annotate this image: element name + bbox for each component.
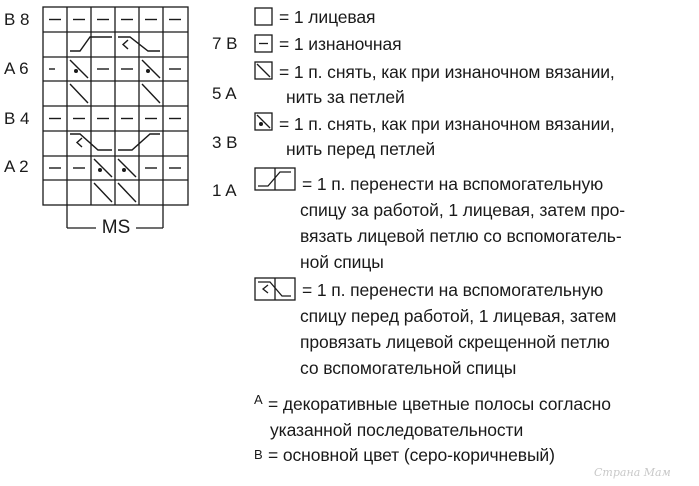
legend-slip-back-text-1: = 1 п. снять, как при изнаночном вязании, (279, 62, 615, 82)
legend-cross-right-text-4: ной спицы (300, 252, 384, 272)
row-label-2: A 2 (4, 157, 29, 176)
legend-a-text-1: = декоративные цветные полосы согласно (268, 394, 611, 414)
legend-slip-front-text-1: = 1 п. снять, как при изнаночном вязании, (279, 114, 615, 134)
watermark: Страна Мам (594, 466, 671, 479)
legend-cross-right-text-3: вязать лицевой петлю со вспомогатель- (300, 226, 622, 246)
legend-a-key: A (254, 392, 263, 407)
legend-cross-left-text-3: провязать лицевой скрещенной петлю (300, 332, 610, 352)
legend-knit-text: = 1 лицевая (279, 7, 376, 27)
legend-cross-left-text-1: = 1 п. перенести на вспомогательную (302, 280, 604, 300)
cross-left-mark (123, 40, 128, 49)
row-label-7: 7 B (212, 34, 238, 53)
row-label-5: 5 A (212, 84, 237, 103)
legend-knit-symbol (255, 8, 272, 25)
cross-left-mark (77, 138, 82, 147)
row-label-6: A 6 (4, 59, 29, 78)
row-label-3: 3 B (212, 133, 238, 152)
legend-cross-left-text-2: спицу перед работой, 1 лицевая, затем (300, 306, 617, 326)
legend-slip-front-dot (259, 122, 263, 126)
legend-purl-text: = 1 изнаночная (279, 34, 402, 54)
legend-b-text-1: = основной цвет (серо-коричневый) (268, 445, 555, 465)
legend-b-key: B (254, 447, 263, 462)
row-label-8: B 8 (4, 10, 30, 29)
legend-cross-right-text-1: = 1 п. перенести на вспомогательную (302, 174, 604, 194)
row-label-4: B 4 (4, 109, 30, 128)
ms-label: MS (101, 217, 131, 238)
legend-slip-back-text-2: нить за петлей (286, 87, 405, 107)
legend-a-text-2: указанной последовательности (270, 420, 524, 440)
legend-cross-right-text-2: спицу за работой, 1 лицевая, затем про- (300, 200, 626, 220)
row-label-1: 1 A (212, 181, 237, 200)
legend-cross-left-text-4: со вспомогательной спицы (300, 358, 517, 378)
legend-slip-front-text-2: нить перед петлей (286, 139, 436, 159)
row-6-slips (43, 60, 181, 78)
